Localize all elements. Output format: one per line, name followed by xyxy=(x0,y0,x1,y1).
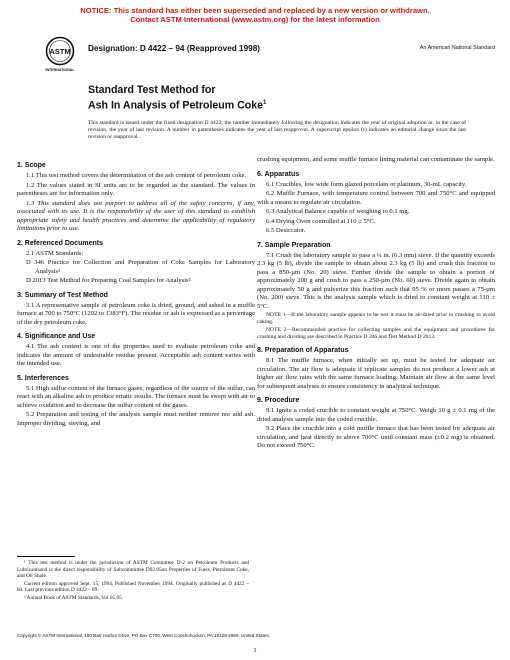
section-heading: 7. Sample Preparation xyxy=(257,241,331,249)
footnote-rule xyxy=(17,556,75,557)
footnote: ² Annual Book of ASTM Standards, Vol 05.05. xyxy=(24,594,124,601)
paragraph: 1.2 The values stated in SI units are to be regarded as the standard. The values in parentheses are for information only. xyxy=(17,181,255,197)
paragraph: 1.3 This standard does not purport to address all of the safety concerns, if any, associated with its use. It is the responsibility of the user of this standard to establish appropriate safety and health practices and determine the applicability of regulatory limitations prior to use. xyxy=(17,199,255,232)
section-heading: 1. Scope xyxy=(17,162,46,169)
paragraph: 2.1 ASTM Standards: xyxy=(26,249,84,257)
designation: Designation: D 4422 – 94 (Reapproved 1998) xyxy=(88,44,261,53)
paragraph: crushing equipment, and some muffle furnace lining material can contaminate the sample. xyxy=(257,156,495,163)
footnotes xyxy=(17,556,249,602)
page-number: 1 xyxy=(253,647,257,654)
footnote: Current edition approved Sept. 15, 1994. Published November 1994. Originally published as D 4422 – 84. Last previous edition D 4422 – 89. xyxy=(17,580,249,593)
reference-item: D 346 Practice for Collection and Preparation of Coke Samples for Laboratory Analysis² xyxy=(26,259,255,275)
title-line-2 xyxy=(88,97,468,112)
left-column xyxy=(17,156,255,429)
section-heading: 4. Significance and Use xyxy=(17,333,96,340)
section-heading: 5. Interferences xyxy=(17,374,69,382)
paragraph: 3.1 A representative sample of petroleum coke is dried, ground, and ashed in a muffle furnace at 700 to 750°C (1292 to 1383°F). The residue or ash is expressed as a percentage of the dry petroleum coke. xyxy=(17,301,255,326)
american-national-standard: An American National Standard xyxy=(419,45,495,51)
title-line-1: Standard Test Method for xyxy=(88,84,216,96)
notice-line-1: NOTICE: This standard has either been superseded and replaced by a new version or withdrawn. xyxy=(80,6,430,15)
reference-item: D 2013 Test Method for Preparing Coal Samples for Analysis² xyxy=(26,277,191,284)
paragraph: 6.1 Crucibles, low wide form glazed porcelain or platinum, 30-mL capacity. xyxy=(266,180,467,188)
paragraph: 9.1 Ignite a coded crucible to constant weight at 750°C. Weigh 10 g ± 0.1 mg of the dried analysis sample into the coded crucible. xyxy=(257,407,495,423)
section-heading: 9. Procedure xyxy=(257,397,300,405)
document-title xyxy=(88,84,468,112)
logo-subtext: INTERNATIONAL xyxy=(45,68,75,72)
title-text: Ash In Analysis of Petroleum Coke xyxy=(88,99,264,112)
paragraph: 6.2 Muffle Furnace, with temperature control between 700 and 750°C and equipped with a means to regulate air circulation. xyxy=(257,190,495,206)
section-heading: 3. Summary of Test Method xyxy=(17,291,108,299)
astm-logo xyxy=(45,36,75,74)
paragraph: 7.1 Crush the laboratory sample to pass a ¼ in. (6.3 mm) sieve. If the quantity exceeds 2.3 kg (5 lb), divide the sample to obtain about 2.3 kg (5 lb) and crush this fraction to pass a 850-µm (No. 20) sieve. Further divide the sample to obtain a portion of approximately 200 g and crush to pass a 250-µm (No. 60) sieve. Divide again to obtain approximately 50 g and pulverize this fraction such that 95 % or more passes a 75-µm (No. 200) sieve. This is the analysis sample which is dried to constant weight at 110 ± 5°C. xyxy=(257,251,495,310)
logo-text: ASTM xyxy=(49,47,71,56)
note: NOTE 1—If the laboratory sample appears to be wet it must be air-dried prior to crushing to avoid caking. xyxy=(257,312,495,326)
paragraph: 6.4 Drying Oven controlled at 110 ± 5°C. xyxy=(266,217,376,225)
paragraph: 9.2 Place the crucible into a cold muffle furnace that has been tested for adequate air circulation, and heat directly to above 700°C until constant mass (±0.2 mg) is obtained. Do not exceed 750°C. xyxy=(257,425,495,450)
notice-line-2: Contact ASTM International (www.astm.org) for the latest information xyxy=(130,15,380,24)
right-column xyxy=(257,156,495,452)
paragraph: 5.1 High sulfur content of the furnace gases, regardless of the source of the sulfur, can react with an alkaline ash to produce erratic results. The furnace must be swept with air to achieve oxidation and to decrease the sulfur content of the gases. xyxy=(17,384,255,409)
section-heading: 2. Referenced Documents xyxy=(17,239,103,247)
paragraph: 8.1 The muffle furnace, when initially set up, must be tested for adequate air circulation. The air flow is adequate if replicate samples do not produce a lower ash at higher air flow rates with the same furnace loading. Maintain air flow at the same level for subsequent analyses to ensure consistency in analytical technique. xyxy=(257,357,495,390)
paragraph: 4.1 The ash content is one of the properties used to evaluate petroleum coke and indicates the amount of undesirable residue present. Acceptable ash content varies with the intended use. xyxy=(17,343,255,367)
footnote: ¹ This test method is under the jurisdiction of ASTM Committee D-2 on Petroleum Products and Lubricantsand is the direct responsibility of Subcommittee D02.05on Properties of Fuels, Petroleum Coke, and Oil Shale. xyxy=(17,560,249,579)
issuance-statement: This standard is issued under the fixed designation D 4422; the number immediately following the designation indicates the year of original adoption or, in the case of revision, the year of last revision. A number in parentheses indicates the year of last reapproval. A superscript epsilon (ε) indicates an editorial change since the last revision or reapproval. xyxy=(88,120,466,141)
section-heading: 6. Apparatus xyxy=(257,170,300,178)
copyright: Copyright © ASTM International, 100 Barr Harbor Drive, PO Box C700, West Conshohocken, PA 19428-2959, United States. xyxy=(17,633,270,638)
section-heading: 8. Preparation of Apparatus xyxy=(257,347,349,355)
paragraph: 5.2 Preparation and testing of the analysis sample must neither remove nor add ash. Improper dividing, sieving, and xyxy=(17,411,255,427)
paragraph: 6.3 Analytical Balance capable of weighing to 0.1 mg. xyxy=(266,208,410,215)
withdrawal-notice xyxy=(0,6,510,24)
paragraph: 1.1 This test method covers the determination of the ash content of petroleum coke. xyxy=(26,172,247,179)
note: NOTE 2—Recommended practice for collecting samples and the equipment and procedures for crushing and dividing are described in Practice D 346 and Test Method D 2013. xyxy=(257,327,495,341)
paragraph: 6.5 Desiccator. xyxy=(266,227,306,234)
title-footnote-mark: 1 xyxy=(263,99,267,106)
